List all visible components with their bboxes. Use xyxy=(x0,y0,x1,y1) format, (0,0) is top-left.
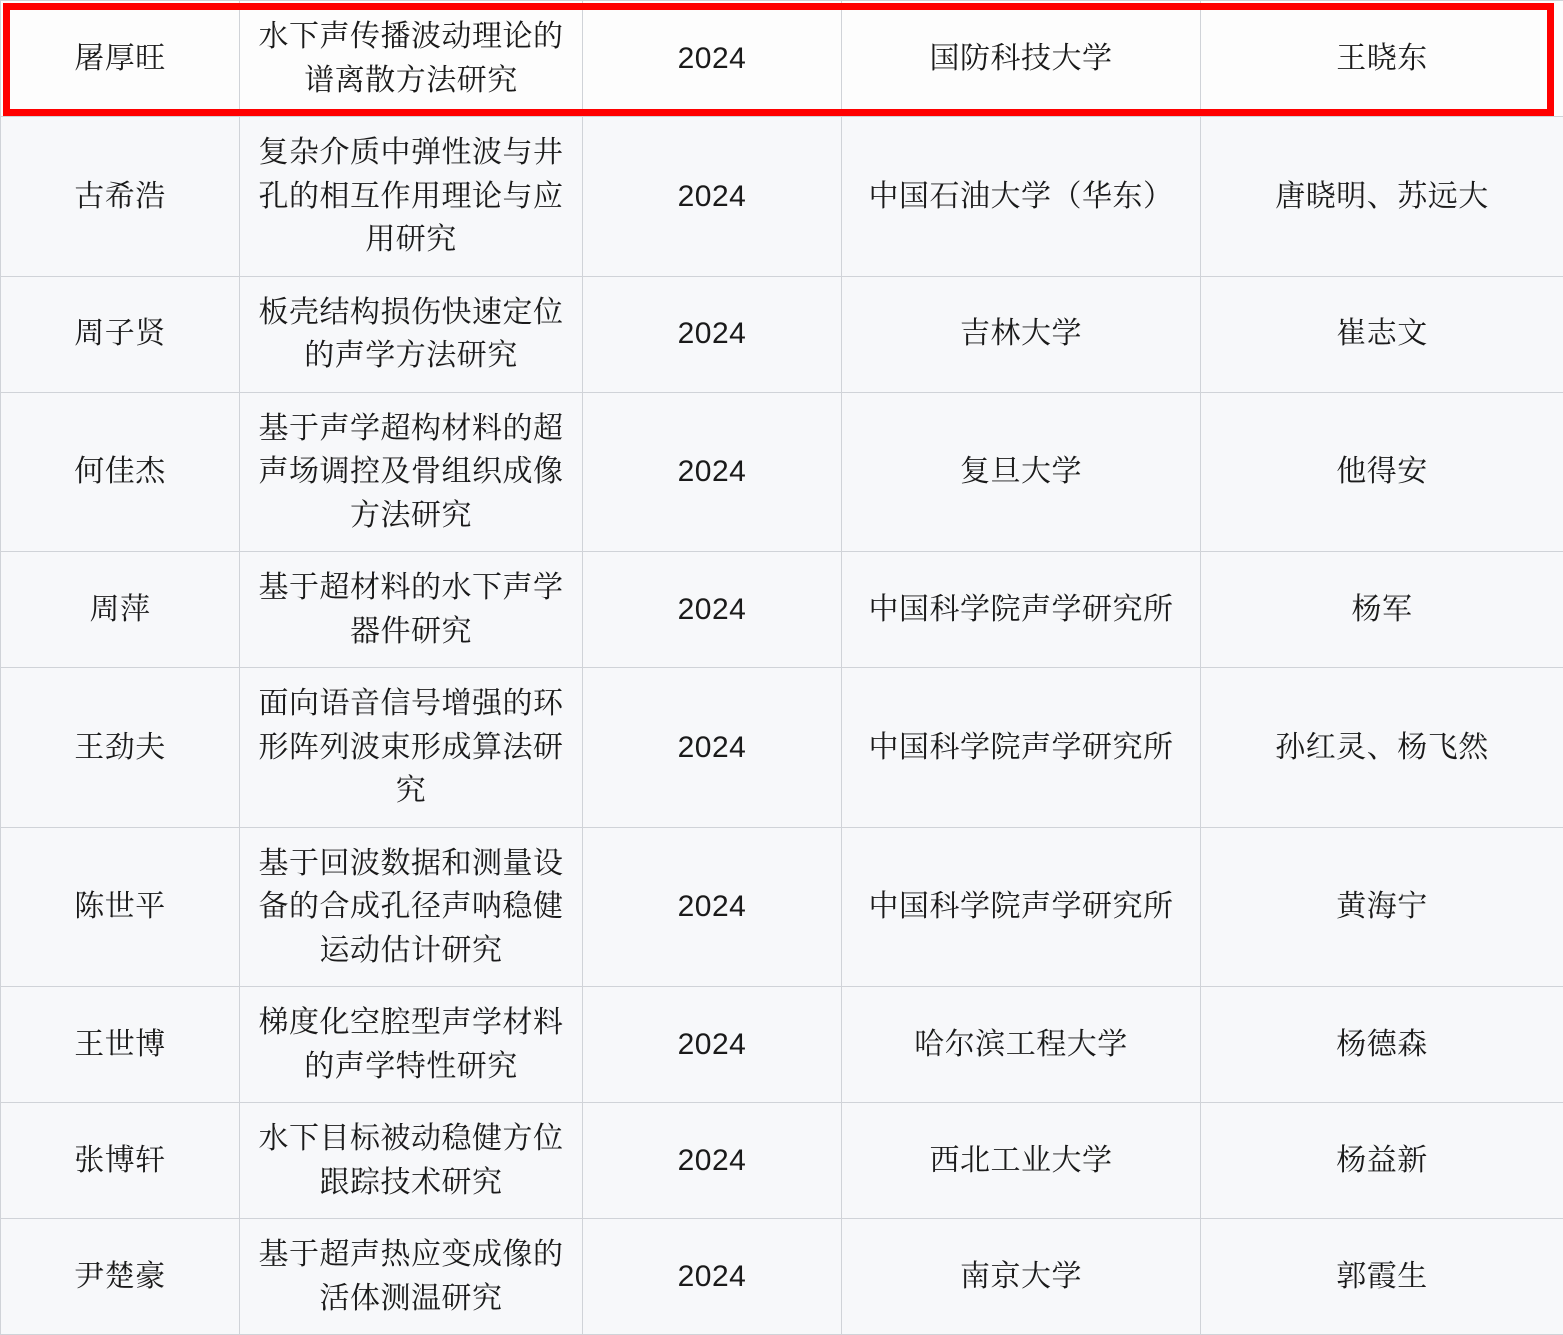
cell-student-name: 周子贤 xyxy=(1,276,240,392)
cell-year: 2024 xyxy=(583,276,842,392)
table-body xyxy=(1,1,1563,1335)
table-row xyxy=(1,668,1563,828)
cell-supervisor: 王晓东 xyxy=(1201,1,1563,117)
cell-student-name: 陈世平 xyxy=(1,827,240,987)
cell-institution: 西北工业大学 xyxy=(842,1103,1201,1219)
table-row xyxy=(1,392,1563,552)
cell-year: 2024 xyxy=(583,827,842,987)
table-row xyxy=(1,987,1563,1103)
cell-year: 2024 xyxy=(583,392,842,552)
cell-institution: 中国科学院声学研究所 xyxy=(842,827,1201,987)
cell-student-name: 王劲夫 xyxy=(1,668,240,828)
cell-student-name: 古希浩 xyxy=(1,117,240,277)
cell-supervisor: 孙红灵、杨飞然 xyxy=(1201,668,1563,828)
cell-institution: 中国石油大学（华东） xyxy=(842,117,1201,277)
cell-supervisor: 黄海宁 xyxy=(1201,827,1563,987)
cell-thesis-title: 复杂介质中弹性波与井孔的相互作用理论与应用研究 xyxy=(240,117,583,277)
table-row xyxy=(1,827,1563,987)
cell-thesis-title: 水下声传播波动理论的谱离散方法研究 xyxy=(240,1,583,117)
table-row xyxy=(1,1,1563,117)
cell-thesis-title: 基于超声热应变成像的活体测温研究 xyxy=(240,1219,583,1335)
cell-student-name: 屠厚旺 xyxy=(1,1,240,117)
cell-institution: 吉林大学 xyxy=(842,276,1201,392)
cell-institution: 南京大学 xyxy=(842,1219,1201,1335)
table-row xyxy=(1,117,1563,277)
cell-thesis-title: 基于声学超构材料的超声场调控及骨组织成像方法研究 xyxy=(240,392,583,552)
cell-institution: 中国科学院声学研究所 xyxy=(842,552,1201,668)
cell-institution: 中国科学院声学研究所 xyxy=(842,668,1201,828)
cell-thesis-title: 板壳结构损伤快速定位的声学方法研究 xyxy=(240,276,583,392)
cell-student-name: 张博轩 xyxy=(1,1103,240,1219)
cell-supervisor: 郭霞生 xyxy=(1201,1219,1563,1335)
table-row xyxy=(1,276,1563,392)
cell-year: 2024 xyxy=(583,1103,842,1219)
cell-student-name: 周萍 xyxy=(1,552,240,668)
cell-supervisor: 崔志文 xyxy=(1201,276,1563,392)
cell-year: 2024 xyxy=(583,668,842,828)
cell-thesis-title: 基于超材料的水下声学器件研究 xyxy=(240,552,583,668)
cell-thesis-title: 面向语音信号增强的环形阵列波束形成算法研究 xyxy=(240,668,583,828)
table-row xyxy=(1,1103,1563,1219)
cell-supervisor: 杨军 xyxy=(1201,552,1563,668)
cell-supervisor: 杨益新 xyxy=(1201,1103,1563,1219)
cell-supervisor: 杨德森 xyxy=(1201,987,1563,1103)
table-row xyxy=(1,1219,1563,1335)
cell-student-name: 尹楚豪 xyxy=(1,1219,240,1335)
cell-year: 2024 xyxy=(583,117,842,277)
cell-student-name: 王世博 xyxy=(1,987,240,1103)
cell-thesis-title: 基于回波数据和测量设备的合成孔径声呐稳健运动估计研究 xyxy=(240,827,583,987)
cell-thesis-title: 梯度化空腔型声学材料的声学特性研究 xyxy=(240,987,583,1103)
cell-year: 2024 xyxy=(583,552,842,668)
cell-institution: 哈尔滨工程大学 xyxy=(842,987,1201,1103)
cell-year: 2024 xyxy=(583,987,842,1103)
cell-year: 2024 xyxy=(583,1219,842,1335)
cell-student-name: 何佳杰 xyxy=(1,392,240,552)
cell-institution: 国防科技大学 xyxy=(842,1,1201,117)
table-row xyxy=(1,552,1563,668)
cell-thesis-title: 水下目标被动稳健方位跟踪技术研究 xyxy=(240,1103,583,1219)
cell-supervisor: 唐晓明、苏远大 xyxy=(1201,117,1563,277)
cell-supervisor: 他得安 xyxy=(1201,392,1563,552)
cell-year: 2024 xyxy=(583,1,842,117)
cell-institution: 复旦大学 xyxy=(842,392,1201,552)
